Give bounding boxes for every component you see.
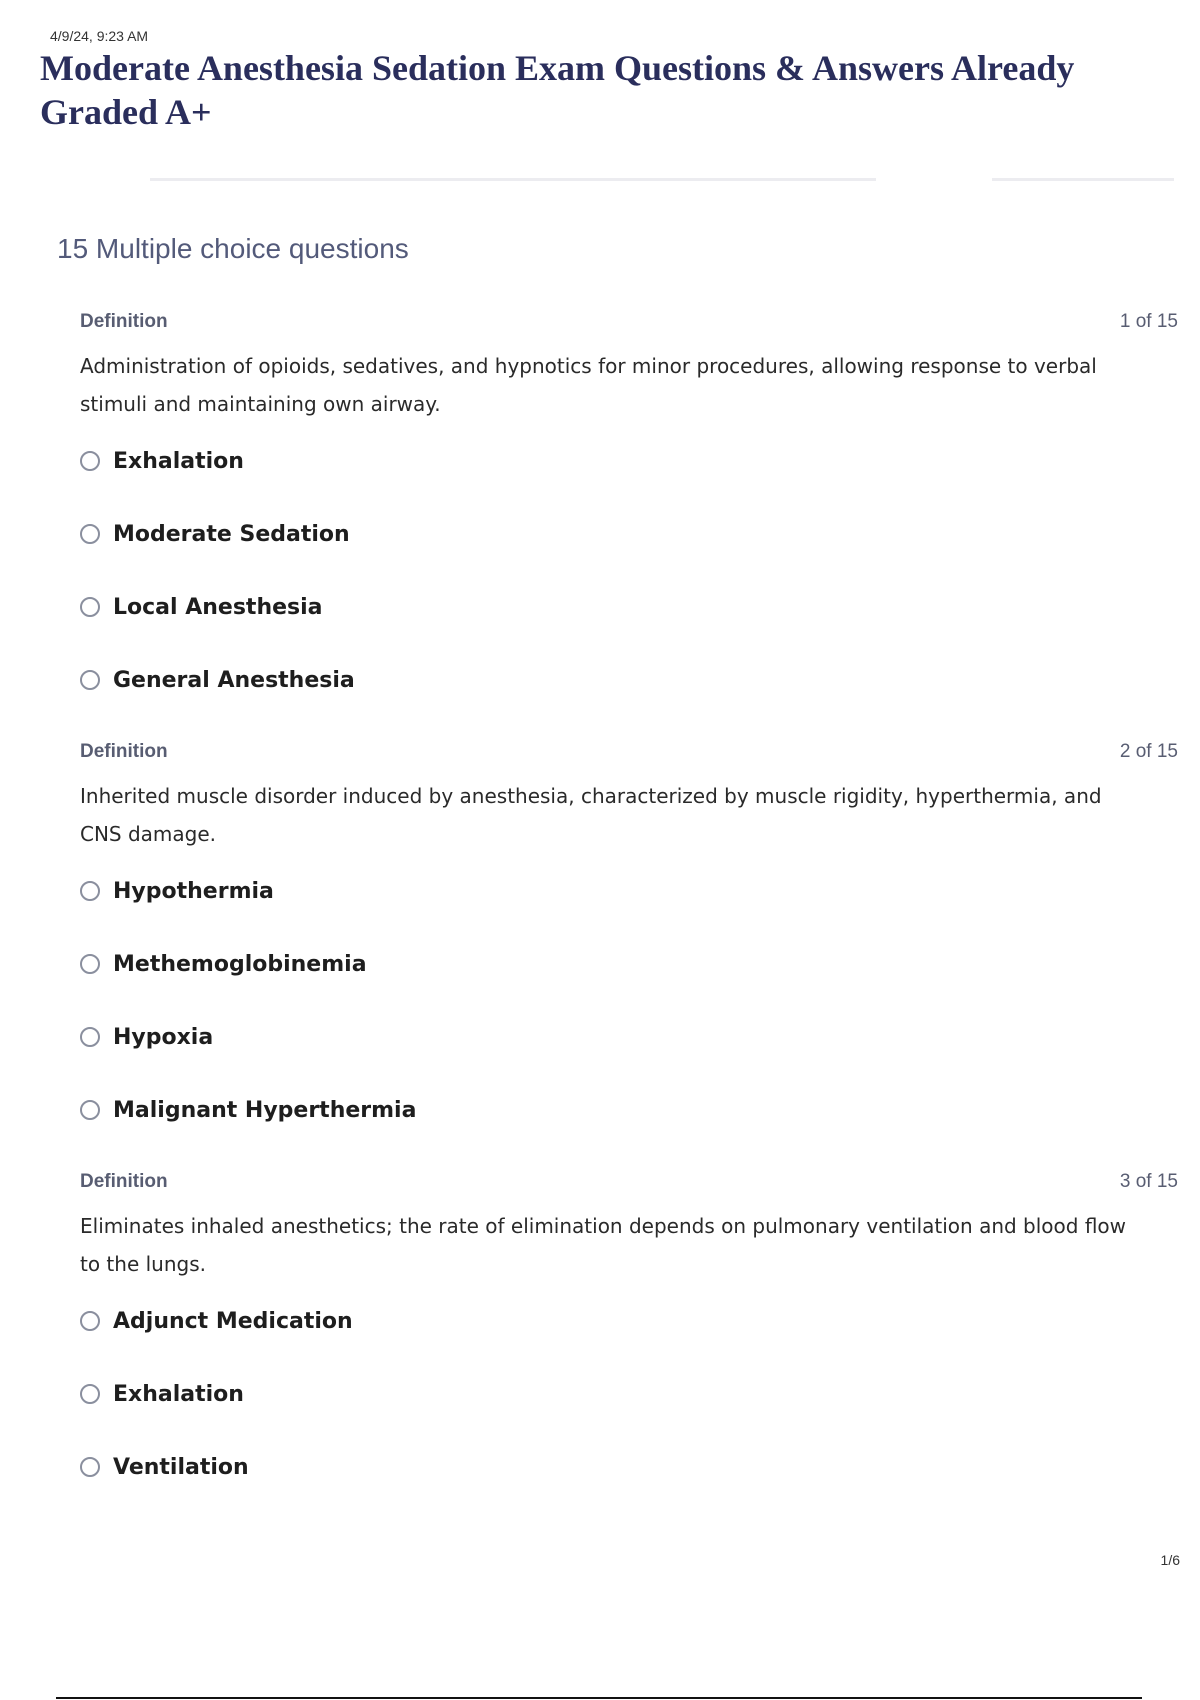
header-divider-right — [992, 178, 1174, 181]
question-label: Definition — [80, 1171, 168, 1192]
radio-button-icon[interactable] — [80, 1100, 100, 1120]
question-counter: 1 of 15 — [1119, 311, 1178, 332]
answer-option-label: Moderate Sedation — [113, 521, 350, 547]
answer-option-label: Malignant Hyperthermia — [113, 1097, 417, 1123]
question-card-1 — [80, 311, 1178, 735]
question-header — [80, 311, 1178, 339]
bottom-divider — [56, 1697, 1142, 1699]
radio-button-icon[interactable] — [80, 954, 100, 974]
answer-option-label: Exhalation — [113, 448, 244, 474]
print-timestamp: 4/9/24, 9:23 AM — [50, 28, 149, 44]
answer-option-label: Methemoglobinemia — [113, 951, 367, 977]
question-text: Inherited muscle disorder induced by anesthesia, characterized by muscle rigidity, hyperthermia, and CNS damage. — [80, 784, 1102, 846]
answer-option[interactable] — [80, 589, 1178, 625]
question-card-2 — [80, 741, 1178, 1165]
question-text: Eliminates inhaled anesthetics; the rate of elimination depends on pulmonary ventilation and blood flow to the lungs. — [80, 1214, 1127, 1276]
question-header — [80, 1171, 1178, 1199]
answer-option[interactable] — [80, 516, 1178, 552]
section-heading: 15 Multiple choice questions — [57, 233, 409, 264]
answer-options — [80, 443, 1178, 698]
answer-option-label: Adjunct Medication — [113, 1308, 353, 1334]
answer-options — [80, 873, 1178, 1128]
radio-button-icon[interactable] — [80, 1457, 100, 1477]
header-divider-left — [150, 178, 876, 181]
document-title: Moderate Anesthesia Sedation Exam Questions & Answers Already Graded A+ — [40, 48, 1075, 132]
radio-button-icon[interactable] — [80, 1027, 100, 1047]
question-counter: 3 of 15 — [1119, 1171, 1178, 1192]
answer-option[interactable] — [80, 662, 1178, 698]
answer-option[interactable] — [80, 1019, 1178, 1055]
answer-option[interactable] — [80, 946, 1178, 982]
question-text: Administration of opioids, sedatives, and hypnotics for minor procedures, allowing response to verbal stimuli and maintaining own airway. — [80, 354, 1097, 416]
radio-button-icon[interactable] — [80, 881, 100, 901]
radio-button-icon[interactable] — [80, 1384, 100, 1404]
page-number: 1/6 — [1160, 1552, 1180, 1568]
radio-button-icon[interactable] — [80, 524, 100, 544]
answer-option[interactable] — [80, 1303, 1178, 1339]
answer-option[interactable] — [80, 873, 1178, 909]
answer-option[interactable] — [80, 443, 1178, 479]
question-card-3 — [80, 1171, 1178, 1522]
answer-option-label: Hypoxia — [113, 1024, 214, 1050]
answer-option[interactable] — [80, 1376, 1178, 1412]
answer-option-label: Exhalation — [113, 1381, 244, 1407]
radio-button-icon[interactable] — [80, 1311, 100, 1331]
question-label: Definition — [80, 741, 168, 762]
answer-option-label: Ventilation — [113, 1454, 249, 1480]
question-counter: 2 of 15 — [1119, 741, 1178, 762]
answer-option-label: General Anesthesia — [113, 667, 355, 693]
answer-option-label: Hypothermia — [113, 878, 274, 904]
answer-option[interactable] — [80, 1449, 1178, 1485]
question-header — [80, 741, 1178, 769]
radio-button-icon[interactable] — [80, 597, 100, 617]
question-label: Definition — [80, 311, 168, 332]
radio-button-icon[interactable] — [80, 670, 100, 690]
answer-options — [80, 1303, 1178, 1485]
answer-option-label: Local Anesthesia — [113, 594, 323, 620]
radio-button-icon[interactable] — [80, 451, 100, 471]
answer-option[interactable] — [80, 1092, 1178, 1128]
